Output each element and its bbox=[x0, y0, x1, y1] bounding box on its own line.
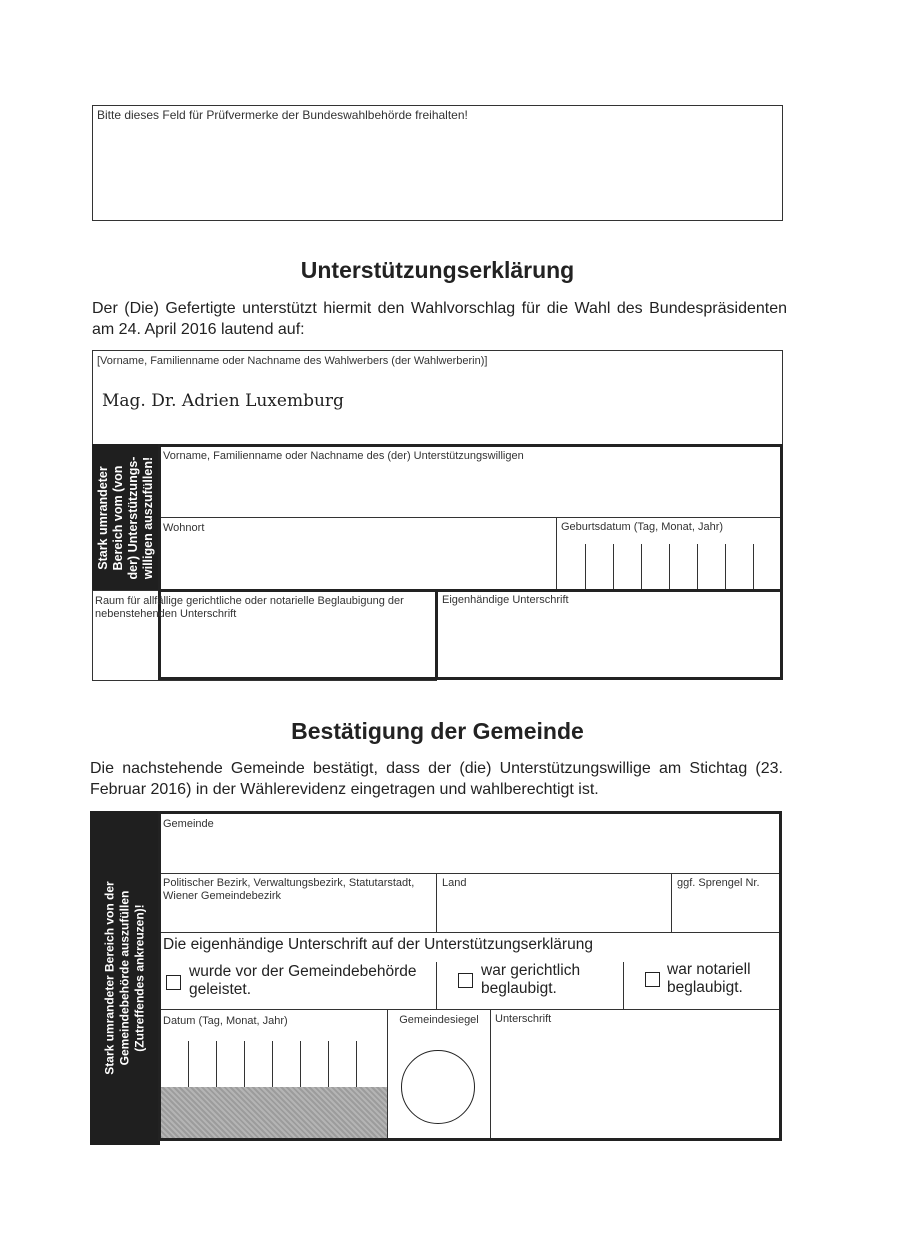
date-digit-divider bbox=[272, 1041, 273, 1087]
supporter-signature-field[interactable] bbox=[438, 592, 780, 677]
option-gemeindebehoerde-label: wurde vor der Gemeindebehörde geleistet. bbox=[189, 963, 417, 998]
candidate-label: [Vorname, Familienname oder Nachname des Wahlwerbers (der Wahlwerberin)] bbox=[97, 355, 488, 367]
date-digit-divider bbox=[300, 1041, 301, 1087]
erklaerung-title: Unterstützungserklärung bbox=[300, 257, 575, 283]
date-digit-divider bbox=[585, 544, 586, 589]
siegel-field bbox=[388, 1010, 490, 1138]
beglaubigung-box bbox=[92, 590, 437, 681]
datum-field[interactable] bbox=[161, 1010, 387, 1138]
gemeinde-label: Gemeinde bbox=[163, 818, 214, 830]
pruefvermerk-note: Bitte dieses Feld für Prüfvermerke der Bundeswahlbehörde freihalten! bbox=[97, 108, 468, 122]
supporter-sidebar-text: Stark umrandeter Bereich vom (von der) Unterstützungs- willigen auszufüllen! bbox=[96, 456, 155, 579]
date-digit-divider bbox=[244, 1041, 245, 1087]
siegel-circle bbox=[401, 1050, 475, 1124]
land-field[interactable] bbox=[437, 874, 671, 932]
supporter-name-field[interactable] bbox=[161, 447, 780, 517]
option-gemeindebehoerde-checkbox[interactable] bbox=[166, 975, 181, 990]
option-notariell-label: war notariell beglaubigt. bbox=[667, 961, 751, 996]
candidate-name: Mag. Dr. Adrien Luxemburg bbox=[102, 391, 344, 411]
date-digit-divider bbox=[725, 544, 726, 589]
bezirk-field[interactable] bbox=[161, 874, 436, 932]
option-gerichtlich-label: war gerichtlich beglaubigt. bbox=[481, 962, 581, 997]
date-digit-divider bbox=[216, 1041, 217, 1087]
erklaerung-intro: Der (Die) Gefertigte unterstützt hiermit den Wahlvorschlag für die Wahl des Bundespräsidenten am 24. April 2016 lautend auf: bbox=[92, 300, 787, 338]
date-digit-divider bbox=[641, 544, 642, 589]
siegel-label: Gemeindesiegel bbox=[399, 1014, 479, 1026]
date-digit-divider bbox=[328, 1041, 329, 1087]
divider bbox=[436, 962, 437, 1009]
datum-label: Datum (Tag, Monat, Jahr) bbox=[163, 1015, 288, 1027]
land-label: Land bbox=[442, 877, 467, 889]
beglaubigung-label: Raum für allfällige gerichtliche oder notarielle Beglaubigung der nebenstehenden Unterschrift bbox=[95, 595, 404, 620]
date-digit-divider bbox=[613, 544, 614, 589]
sprengel-field[interactable] bbox=[672, 874, 779, 932]
supporter-name-label: Vorname, Familienname oder Nachname des (der) Unterstützungswilligen bbox=[163, 450, 524, 462]
gemeinde-sidebar bbox=[90, 811, 160, 1145]
date-digit-divider bbox=[753, 544, 754, 589]
supporter-signature-label: Eigenhändige Unterschrift bbox=[442, 594, 569, 606]
wohnort-label: Wohnort bbox=[163, 522, 205, 534]
date-digit-divider bbox=[188, 1041, 189, 1087]
candidate-box bbox=[92, 350, 783, 445]
geburtsdatum-field[interactable] bbox=[557, 518, 780, 589]
gemeinde-field[interactable] bbox=[161, 814, 779, 873]
date-digit-divider bbox=[669, 544, 670, 589]
divider bbox=[623, 962, 624, 1009]
option-gerichtlich-checkbox[interactable] bbox=[458, 973, 473, 988]
date-digit-divider bbox=[697, 544, 698, 589]
supporter-bottom-rule bbox=[158, 589, 783, 592]
gemeinde-sidebar-text: Stark umrandeter Bereich von der Gemeindebehörde auszufüllen (Zutreffendes ankreuzen)! bbox=[102, 881, 147, 1075]
bezirk-label: Politischer Bezirk, Verwaltungsbezirk, Statutarstadt, Wiener Gemeindebezirk bbox=[163, 877, 415, 902]
supporter-sidebar bbox=[92, 444, 160, 591]
wohnort-field[interactable] bbox=[161, 518, 556, 589]
unterschrift-heading: Die eigenhändige Unterschrift auf der Unterstützungserklärung bbox=[163, 936, 593, 953]
gemeinde-signature-label: Unterschrift bbox=[495, 1013, 552, 1025]
divider bbox=[161, 932, 779, 933]
bestaetigung-intro: Die nachstehende Gemeinde bestätigt, dass der (die) Unterstützungswillige am Stichtag (23. Februar 2016) in der Wählerevidenz eingetragen und wahlberechtigt ist. bbox=[90, 760, 783, 798]
gemeinde-signature-field[interactable] bbox=[491, 1010, 779, 1138]
shaded-area bbox=[161, 1087, 387, 1138]
geburtsdatum-label: Geburtsdatum (Tag, Monat, Jahr) bbox=[561, 521, 724, 533]
sprengel-label: ggf. Sprengel Nr. bbox=[677, 877, 760, 889]
pruefvermerk-box bbox=[92, 105, 783, 221]
option-notariell-checkbox[interactable] bbox=[645, 972, 660, 987]
date-digit-divider bbox=[356, 1041, 357, 1087]
bestaetigung-title: Bestätigung der Gemeinde bbox=[291, 718, 584, 744]
